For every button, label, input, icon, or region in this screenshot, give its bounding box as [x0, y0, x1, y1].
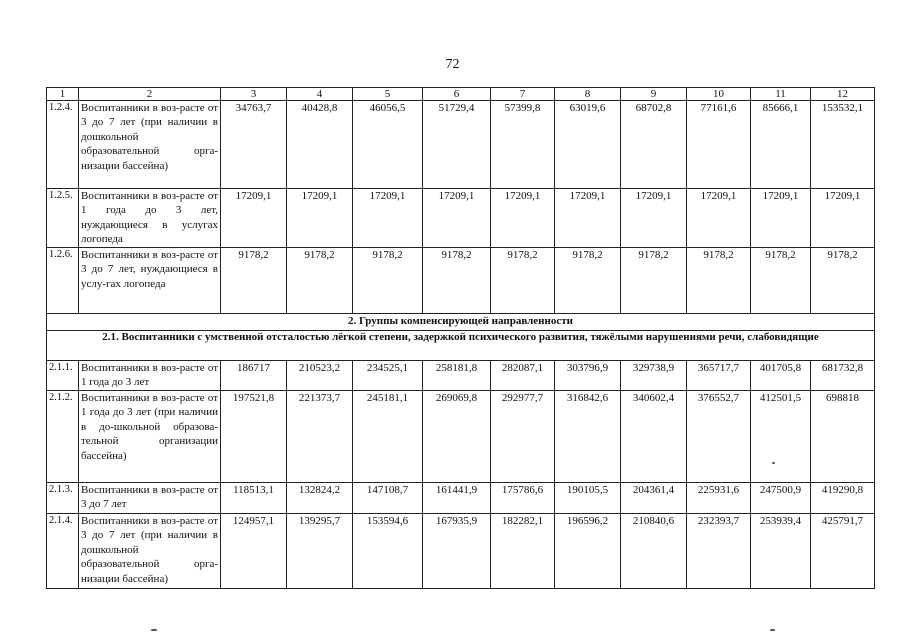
row-value: 85666,1: [751, 101, 811, 189]
row-value: 147108,7: [353, 483, 423, 514]
row-value: 9178,2: [751, 248, 811, 314]
row-value: 225931,6: [687, 483, 751, 514]
subsection-heading-row: [47, 331, 875, 361]
table-row: [47, 101, 875, 189]
row-value: 9178,2: [491, 248, 555, 314]
row-value: 68702,8: [621, 101, 687, 189]
row-value: 698818: [811, 391, 875, 483]
row-value: 292977,7: [491, 391, 555, 483]
scan-speck: [151, 629, 157, 631]
row-value: 63019,6: [555, 101, 621, 189]
row-value: 196596,2: [555, 514, 621, 589]
row-value: 57399,8: [491, 101, 555, 189]
row-name: Воспитанники в воз-расте от 1 года до 3 лет (при наличии в до-школьной образова-тельной организации бассейна): [79, 391, 221, 483]
row-value: 124957,1: [221, 514, 287, 589]
column-number: 5: [353, 88, 423, 101]
row-value: 365717,7: [687, 361, 751, 391]
column-number: 2: [79, 88, 221, 101]
column-number: 10: [687, 88, 751, 101]
row-name: Воспитанники в воз-расте от 3 до 7 лет (при наличии в дошкольной образовательной орга-низации бассейна): [79, 101, 221, 189]
row-value: 17209,1: [811, 189, 875, 248]
row-value: 51729,4: [423, 101, 491, 189]
row-value: 9178,2: [287, 248, 353, 314]
column-number: 7: [491, 88, 555, 101]
row-value: 197521,8: [221, 391, 287, 483]
row-value: 167935,9: [423, 514, 491, 589]
row-value: 221373,7: [287, 391, 353, 483]
row-value: 316842,6: [555, 391, 621, 483]
row-value: 340602,4: [621, 391, 687, 483]
row-name: Воспитанники в воз-расте от 1 года до 3 лет: [79, 361, 221, 391]
row-code: 1.2.6.: [47, 248, 79, 314]
subsection-heading: 2.1. Воспитанники с умственной отсталостью лёгкой степени, задержкой психического развития, тяжёлыми нарушениями речи, слабовидящие: [47, 331, 875, 361]
row-value: 401705,8: [751, 361, 811, 391]
column-number: 4: [287, 88, 353, 101]
row-value: 9178,2: [353, 248, 423, 314]
row-value: 190105,5: [555, 483, 621, 514]
row-code: 2.1.1.: [47, 361, 79, 391]
tariff-table: [46, 87, 875, 589]
table-row: [47, 483, 875, 514]
row-value: 681732,8: [811, 361, 875, 391]
table-row: [47, 189, 875, 248]
row-name: Воспитанники в воз-расте от 3 до 7 лет: [79, 483, 221, 514]
row-value: 17209,1: [687, 189, 751, 248]
row-value: 9178,2: [555, 248, 621, 314]
row-value: 9178,2: [221, 248, 287, 314]
row-value: 376552,7: [687, 391, 751, 483]
row-name: Воспитанники в воз-расте от 1 года до 3 лет, нуждающиеся в услугах логопеда: [79, 189, 221, 248]
row-value: 40428,8: [287, 101, 353, 189]
row-value: 175786,6: [491, 483, 555, 514]
row-name: Воспитанники в воз-расте от 3 до 7 лет, нуждающиеся в услу-гах логопеда: [79, 248, 221, 314]
row-code: 1.2.5.: [47, 189, 79, 248]
row-value: 245181,1: [353, 391, 423, 483]
row-code: 2.1.3.: [47, 483, 79, 514]
row-code: 2.1.2.: [47, 391, 79, 483]
row-value: 186717: [221, 361, 287, 391]
row-value: 282087,1: [491, 361, 555, 391]
row-value: 9178,2: [423, 248, 491, 314]
row-name: Воспитанники в воз-расте от 3 до 7 лет (при наличии в дошкольной образовательной орга-низации бассейна): [79, 514, 221, 589]
column-number-row: [47, 88, 875, 101]
row-value: 9178,2: [687, 248, 751, 314]
row-value: 118513,1: [221, 483, 287, 514]
row-value: 253939,4: [751, 514, 811, 589]
row-value: 232393,7: [687, 514, 751, 589]
row-value: 258181,8: [423, 361, 491, 391]
row-value: 303796,9: [555, 361, 621, 391]
row-value: 269069,8: [423, 391, 491, 483]
row-value: 9178,2: [621, 248, 687, 314]
row-value: 204361,4: [621, 483, 687, 514]
row-value: 17209,1: [287, 189, 353, 248]
column-number: 1: [47, 88, 79, 101]
row-value: 17209,1: [621, 189, 687, 248]
table-row: [47, 361, 875, 391]
column-number: 8: [555, 88, 621, 101]
row-value: 210840,6: [621, 514, 687, 589]
row-value: 329738,9: [621, 361, 687, 391]
column-number: 6: [423, 88, 491, 101]
row-value: 17209,1: [423, 189, 491, 248]
row-value: 139295,7: [287, 514, 353, 589]
row-value: 17209,1: [491, 189, 555, 248]
row-value: 210523,2: [287, 361, 353, 391]
row-value: 425791,7: [811, 514, 875, 589]
scan-speck: [772, 462, 775, 464]
row-value: 182282,1: [491, 514, 555, 589]
row-value: 46056,5: [353, 101, 423, 189]
row-value: 17209,1: [751, 189, 811, 248]
row-value: 77161,6: [687, 101, 751, 189]
column-number: 12: [811, 88, 875, 101]
scan-speck: [770, 629, 775, 631]
row-value: 17209,1: [555, 189, 621, 248]
row-value: 419290,8: [811, 483, 875, 514]
table-row: [47, 248, 875, 314]
column-number: 9: [621, 88, 687, 101]
row-value: 153532,1: [811, 101, 875, 189]
row-code: 1.2.4.: [47, 101, 79, 189]
row-value: 132824,2: [287, 483, 353, 514]
page-number: 72: [445, 57, 460, 72]
row-value: 17209,1: [353, 189, 423, 248]
row-value: 247500,9: [751, 483, 811, 514]
row-value: 412501,5: [751, 391, 811, 483]
row-value: 153594,6: [353, 514, 423, 589]
section-heading-row: [47, 314, 875, 331]
section-heading: 2. Группы компенсирующей направленности: [47, 314, 875, 331]
row-value: 234525,1: [353, 361, 423, 391]
table-row: [47, 391, 875, 483]
column-number: 11: [751, 88, 811, 101]
row-value: 34763,7: [221, 101, 287, 189]
row-value: 9178,2: [811, 248, 875, 314]
row-code: 2.1.4.: [47, 514, 79, 589]
column-number: 3: [221, 88, 287, 101]
table-row: [47, 514, 875, 589]
row-value: 161441,9: [423, 483, 491, 514]
row-value: 17209,1: [221, 189, 287, 248]
